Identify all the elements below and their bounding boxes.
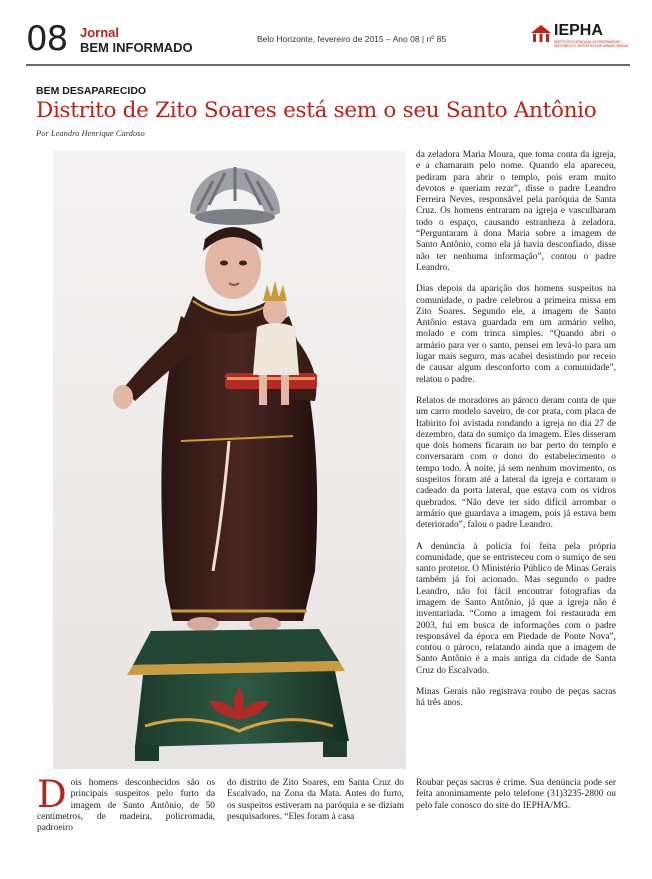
issue-date-line: Belo Horizonte, fevereiro de 2015 – Ano 08 | nº 85 [257, 34, 447, 44]
santo-antonio-statue-icon [53, 151, 406, 769]
article-bottom-column-3: Roubar peças sacras é crime. Sua denúncia pode ser feita anonimamente pelo telefone (31)3235-2800 ou pelo fale conosco do site do IEPHA/MG. [416, 778, 616, 811]
article-bottom-column-2: do distrito de Zito Soares, em Santa Cruz do Escalvado, na Zona da Mata. Antes do furto, os suspeitos estiveram na paróquia e se diziam pesquisadores. “Eles foram à casa [227, 778, 404, 822]
article-lead-text: ois homens desconhecidos são os principais suspeitos pelo furto da imagem de Santo Antônio, de 50 centímetros, de madeira, policromada, padroeiro [37, 778, 215, 834]
iepha-logo-icon [530, 24, 552, 44]
journal-title: BEM INFORMADO [80, 40, 193, 55]
page-number: 08 [26, 19, 68, 59]
article-paragraph: A denúncia à polícia foi feita pela própria comunidade, que se entristeceu com o sumiço de seu santo protetor. O Ministério Público de Minas Gerais também já foi acionado. Mas segundo o padre Leandro, não foi fácil encontrar fotografias da imagem de Santo Antônio, já que a igreja não é inventariada. “Como a imagem foi restaurada em 2003, fui em busca de informações com o padre responsável da época em Piedade de Ponte Nova”, contou o pároco, relatando ainda que a imagem de Santo Antônio é a mais antiga da cidade de Santa Cruz do Escalvado. [416, 541, 616, 676]
article-bottom-column-1 [37, 773, 215, 834]
article-paragraph: Minas Gerais não registrava roubo de peças sacras há três anos. [416, 687, 616, 709]
article-headline: Distrito de Zito Soares está sem o seu Santo Antônio [36, 98, 597, 123]
article-byline: Por Leandro Henrique Cardoso [36, 128, 145, 138]
logo-subtitle: INSTITUTO ESTADUAL DO PATRIMÔNIO HISTÓRICO E ARTÍSTICO DE MINAS GERAIS [554, 40, 629, 48]
header-rule [26, 64, 630, 66]
santo-antonio-photo [53, 151, 406, 769]
article-right-column [416, 150, 616, 720]
article-paragraph: Relatos de moradores ao pároco deram conta de que um carro modelo saveiro, de cor prata, com placa de Itabirito foi avistada rondando a igreja no dia 27 de dezembro, data do sumiço da imagem. Eles disseram que dois homens ficaram no bar perto do templo e conversaram com o dono do estabelecimento o tempo todo. À noite, já sem nenhum movimento, os suspeitos foram até a lateral da igreja e cortaram o cadeado da porta lateral, que estava com os vidros quebrados. “Não deve ter sido difícil arrombar o armário que guardava a imagem, pois já estava bem deteriorado”, falou o padre Leandro. [416, 395, 616, 531]
article-paragraph: Dias depois da aparição dos homens suspeitos na comunidade, o padre celebrou a primeira missa em Zito Soares. Segundo ele, a imagem de Santo Antônio estava guardada em um armário velho, molado e com trinca simples. “Quando abri o armário para ver o santo, pensei em levá-lo para um lugar mais seguro, mas acabei desistindo por receio de causar algum desconforto com a comunidade”, relatou o padre. [416, 284, 616, 385]
logo-name: IEPHA [554, 22, 603, 39]
article-kicker: BEM DESAPARECIDO [36, 85, 147, 97]
drop-cap: D [37, 773, 67, 816]
iepha-logo [530, 24, 630, 54]
journal-label: Jornal [80, 25, 120, 40]
article-paragraph: da zeladora Maria Moura, que toma conta da igreja, e a chamaram pelo nome. Quando ela apareceu, pediram para abrir o templo, pois eram muito devotos e queriam rezar”, disse o padre Leandro Ferreira Neves, responsável pela paróquia de Santa Cruz. Os homens entraram na igreja e vasculharam todo o espaço, causando estranheza à zeladora. “Perguntaram à dona Maria sobre a imagem de Santo Antônio, como ela já havia desconfiado, disse não ter nenhuma informação”, contou o padre Leandro. [416, 150, 616, 273]
